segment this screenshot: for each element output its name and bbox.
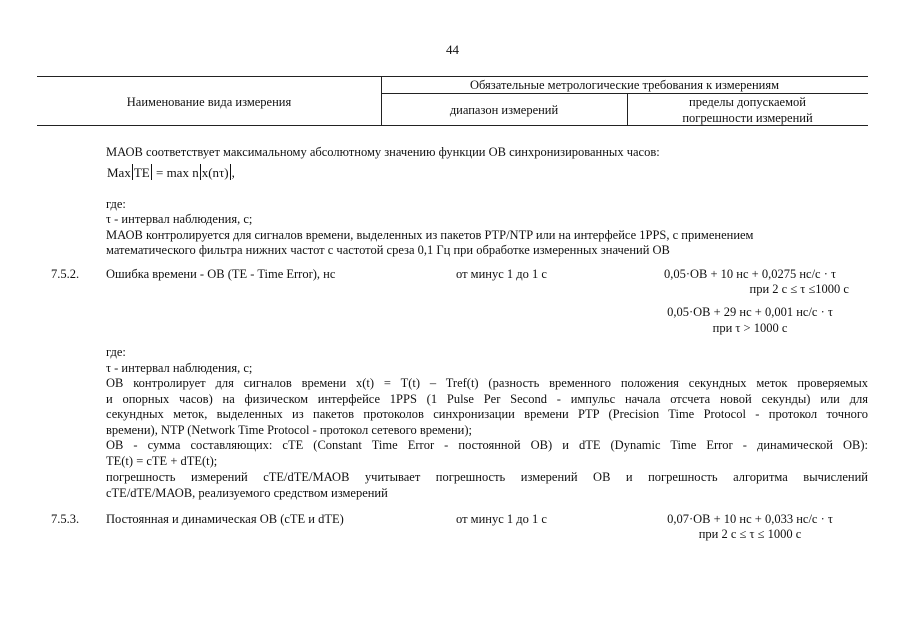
measurement-range: от минус 1 до 1 с bbox=[456, 267, 547, 281]
error-limit-1-line2: при 2 с ≤ τ ≤1000 с bbox=[749, 282, 849, 296]
te-paragraph-line8: cTE/dTE/МАОВ, реализуемого средством измерений bbox=[106, 486, 388, 500]
tau-definition-1: τ - интервал наблюдения, с; bbox=[106, 212, 253, 226]
formula-comma: , bbox=[231, 165, 235, 180]
error-limit-line1: 0,07·ОВ + 10 нс + 0,033 нс/с · τ bbox=[667, 512, 833, 526]
header-col-error-line2: погрешности измерений bbox=[682, 111, 813, 125]
row-number: 7.5.3. bbox=[51, 512, 80, 526]
maov-formula bbox=[107, 164, 235, 181]
header-col-error-line1: пределы допускаемой bbox=[689, 95, 806, 109]
where-label-2: где: bbox=[106, 345, 126, 359]
header-group-title: Обязательные метрологические требования к измерениям bbox=[469, 78, 780, 92]
maov-paragraph-line2: математического фильтра нижних частот с частотой среза 0,1 Гц при обработке измеренных значений ОВ bbox=[106, 243, 670, 257]
te-paragraph-line7: погрешность измерений cTE/dTE/МАОВ учитывает погрешность измерений ОВ и погрешность алгоритма вычислений bbox=[106, 470, 868, 484]
header-col-name: Наименование вида измерения bbox=[126, 95, 292, 109]
page-number: 44 bbox=[446, 42, 459, 57]
te-paragraph-line1: ОВ контролирует для сигналов времени x(t) = T(t) – Tref(t) (разность временного положения секундных меток проверяемых bbox=[106, 376, 868, 390]
formula-x: x(nτ) bbox=[201, 165, 229, 180]
error-limit-1-line1: 0,05·ОВ + 10 нс + 0,0275 нс/с · τ bbox=[663, 267, 837, 281]
where-label-1: где: bbox=[106, 197, 126, 211]
te-paragraph-line2: и опорных часов) на физическом интерфейсе 1PPS (1 Pulse Per Second - импульс начала отсчета новой секунды) или для bbox=[106, 392, 868, 406]
tau-definition-2: τ - интервал наблюдения, с; bbox=[106, 361, 253, 375]
error-limit-line2: при 2 с ≤ τ ≤ 1000 с bbox=[698, 527, 802, 541]
formula-eq: = max n bbox=[152, 165, 199, 180]
te-paragraph-line4: времени), NTP (Network Time Protocol - протокол сетевого времени); bbox=[106, 423, 473, 437]
formula-max: Max bbox=[107, 165, 131, 180]
error-limit-2-line1: 0,05·ОВ + 29 нс + 0,001 нс/с · τ bbox=[667, 305, 833, 319]
measurement-name: Постоянная и динамическая ОВ (cTE и dTE) bbox=[106, 512, 344, 526]
header-col-range: диапазон измерений bbox=[449, 103, 559, 117]
te-paragraph-line3: секундных меток, выделенных из пакетов протоколов синхронизации времени PTP (Precision Time Protocol - протокол точного bbox=[106, 407, 868, 421]
te-formula-line: TE(t) = cTE + dTE(t); bbox=[106, 454, 218, 468]
measurement-name: Ошибка времени - ОВ (TE - Time Error), нс bbox=[106, 267, 336, 281]
maov-intro: МАОВ соответствует максимальному абсолютному значению функции ОВ синхронизированных часов: bbox=[106, 145, 660, 159]
measurement-range: от минус 1 до 1 с bbox=[456, 512, 547, 526]
te-paragraph-line5: ОВ - сумма составляющих: cTE (Constant Time Error - постоянной ОВ) и dTE (Dynamic Time Error - динамической ОВ): bbox=[106, 438, 868, 452]
row-number: 7.5.2. bbox=[51, 267, 80, 281]
maov-paragraph-line1: МАОВ контролируется для сигналов времени, выделенных из пакетов PTP/NTP или на интерфейсе 1PPS, с применением bbox=[106, 228, 754, 242]
error-limit-2-line2: при τ > 1000 с bbox=[712, 321, 788, 335]
formula-te: TE bbox=[133, 165, 150, 180]
